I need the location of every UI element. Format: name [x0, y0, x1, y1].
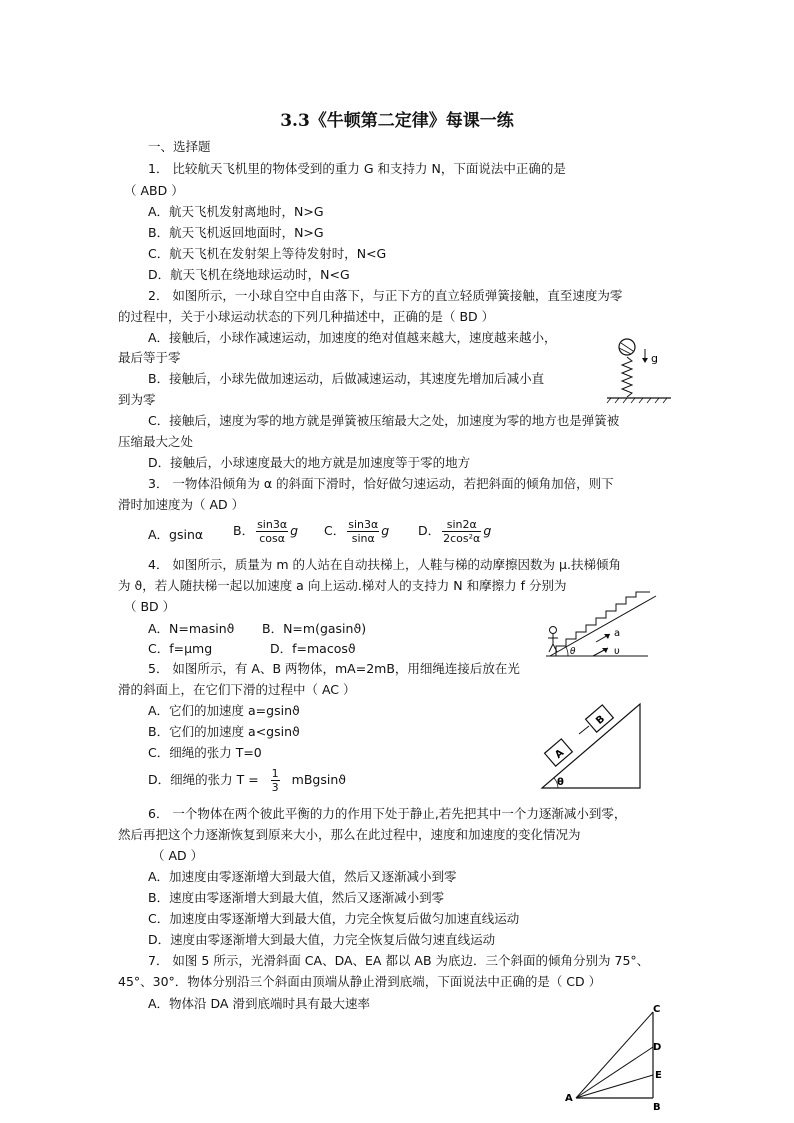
q1-stem: 1． 比较航天飞机里的物体受到的重力 G 和支持力 N，下面说法中正确的是: [148, 161, 566, 176]
page-title: 3.3《牛顿第二定律》每课一练: [280, 111, 514, 131]
escalator-angle-label: θ: [570, 647, 576, 657]
q3-option-b: [233, 518, 298, 545]
q3-option-c-tail: g: [381, 523, 390, 538]
q7-stem-line2: 45°、30°．物体分别沿三个斜面由顶端从静止滑到底端，下面说法中正确的是（ CD ）: [118, 974, 602, 989]
q2-option-a-line1: A．接触后，小球作减速运动，加速度的绝对值越来越大，速度越来越小，: [148, 330, 557, 345]
q5-option-d-prefix: D．细绳的张力 T =: [148, 772, 259, 787]
label-e: E: [655, 1070, 662, 1081]
q3-option-c-denominator: sinα: [351, 532, 375, 545]
q2-stem-line2: 的过程中，关于小球运动状态的下列几种描述中，正确的是（ BD ）: [118, 309, 495, 324]
q5-stem-line1: 5． 如图所示，有 A、B 两物体，mA=2mB，用细绳连接后放在光: [148, 661, 520, 676]
label-b: B: [653, 1102, 661, 1113]
q3-option-d-label: D．: [418, 523, 441, 538]
q2-option-b-line2: 到为零: [118, 392, 156, 407]
q3-stem-line1: 3． 一物体沿倾角为 α 的斜面下滑时，恰好做匀速运动，若把斜面的倾角加倍，则下: [148, 476, 614, 491]
q3-option-c: [324, 518, 389, 545]
q5-option-d-numerator: 1: [271, 767, 279, 780]
q5-option-d-suffix: mBgsinϑ: [291, 772, 346, 787]
q3-stem-line2: 滑时加速度为（ AD ）: [118, 497, 245, 512]
q5-option-a: A．它们的加速度 a=gsinϑ: [148, 703, 300, 718]
q3-option-d-fraction: [442, 518, 481, 545]
q1-option-c: C．航天飞机在发射架上等待发射时，N<G: [148, 246, 387, 261]
q3-option-d-numerator: sin2α: [442, 518, 481, 532]
q2-option-a-line2: 最后等于零: [118, 350, 181, 365]
three-slopes-figure: [560, 1000, 670, 1115]
block-b-label: B: [594, 713, 608, 727]
q5-option-d-denominator: 3: [271, 781, 279, 794]
q7-option-a: A．物体沿 DA 滑到底端时具有最大速率: [148, 996, 370, 1011]
q6-answer: （ AD ）: [152, 848, 204, 863]
velocity-label: υ: [614, 646, 620, 657]
acceleration-label: a: [614, 628, 621, 639]
block-a: [545, 739, 573, 766]
connecting-rope: [579, 726, 589, 734]
section-heading: 一、选择题: [148, 139, 211, 154]
spring-ball-figure: [605, 335, 675, 410]
spring: [622, 357, 632, 397]
incline-angle-label: θ: [557, 777, 564, 788]
q3-option-b-fraction: [256, 518, 288, 545]
q6-stem-line1: 6． 一个物体在两个彼此平衡的力的作用下处于静止,若先把其中一个力逐渐减小到零，: [148, 806, 627, 821]
q2-option-d: D．接触后，小球速度最大的地方就是加速度等于零的地方: [148, 455, 471, 470]
q2-option-c-line2: 压缩最大之处: [118, 434, 194, 449]
q4-option-b: B．N=m(gasinϑ): [262, 621, 367, 636]
q1-option-b: B．航天飞机返回地面时，N>G: [148, 225, 324, 240]
q4-option-d: D．f=macosϑ: [270, 641, 356, 656]
q3-option-c-numerator: sin3α: [348, 518, 379, 531]
q1-option-d: D．航天飞机在绕地球运动时，N<G: [148, 267, 350, 282]
q5-option-d-fraction: [271, 767, 280, 794]
q4-option-a: A．N=masinϑ: [148, 621, 235, 636]
q4-answer: （ BD ）: [124, 599, 176, 614]
q6-option-d: D．速度由零逐渐增大到最大值，力完全恢复后做匀速直线运动: [148, 932, 496, 947]
block-b: [586, 705, 614, 732]
q3-option-a: A．gsinα: [148, 527, 204, 542]
q3-option-b-label: B．: [233, 523, 255, 538]
q4-stem-line2: 为 ϑ，若人随扶梯一起以加速度 a 向上运动.梯对人的支持力 N 和摩擦力 f 分别为: [118, 578, 567, 593]
q3-option-d-denominator: 2cos²α: [443, 532, 481, 545]
q7-stem-line1: 7． 如图 5 所示，光滑斜面 CA、DA、EA 都以 AB 为底边．三个斜面的倾角分别为 75°、: [148, 953, 650, 968]
q3-option-b-denominator: cosα: [259, 532, 285, 545]
incline-blocks-figure: [540, 700, 645, 795]
q1-option-a: A．航天飞机发射离地时，N>G: [148, 204, 324, 219]
q3-option-c-fraction: [347, 518, 379, 545]
label-a: A: [565, 1093, 573, 1104]
q2-option-b-line1: B．接触后，小球先做加速运动，后做减速运动，其速度先增加后减小直: [148, 371, 545, 386]
q1-answer: （ ABD ）: [124, 183, 184, 198]
escalator-figure: [538, 590, 663, 662]
q6-option-a: A．加速度由零逐渐增大到最大值，然后又逐渐减小到零: [148, 869, 457, 884]
slope-ea: [576, 1075, 653, 1098]
label-d: D: [653, 1042, 662, 1053]
q2-option-c-line1: C．接触后，速度为零的地方就是弹簧被压缩最大之处，加速度为零的地方也是弹簧被: [148, 413, 620, 428]
q5-stem-line2: 滑的斜面上，在它们下滑的过程中（ AC ）: [118, 682, 356, 697]
q6-option-c: C．加速度由零逐渐增大到最大值，力完全恢复后做匀加速直线运动: [148, 911, 520, 926]
q3-option-c-label: C．: [324, 523, 346, 538]
gravity-label: g: [651, 352, 658, 365]
q3-option-d-tail: g: [483, 523, 492, 538]
q5-option-b: B．它们的加速度 a<gsinϑ: [148, 724, 300, 739]
block-a-label: A: [553, 747, 567, 761]
q5-option-d: [148, 767, 346, 794]
escalator-incline: [550, 596, 656, 656]
q2-stem-line1: 2． 如图所示，一小球自空中自由落下，与正下方的直立轻质弹簧接触，直至速度为零: [148, 288, 623, 303]
q6-stem-line2: 然后再把这个力逐渐恢复到原来大小，那么在此过程中，速度和加速度的变化情况为: [118, 827, 581, 842]
q6-option-b: B．速度由零逐渐增大到最大值，然后又逐渐减小到零: [148, 890, 445, 905]
q3-option-d: [418, 518, 491, 545]
label-c: C: [653, 1004, 661, 1015]
q4-option-c: C．f=μmg: [148, 641, 213, 656]
q3-option-b-numerator: sin3α: [257, 518, 288, 531]
q5-option-c: C．细绳的张力 T=0: [148, 745, 262, 760]
q4-stem-line1: 4． 如图所示，质量为 m 的人站在自动扶梯上，人鞋与梯的动摩擦因数为 μ.扶梯倾角: [148, 557, 621, 572]
q3-option-b-tail: g: [290, 523, 299, 538]
